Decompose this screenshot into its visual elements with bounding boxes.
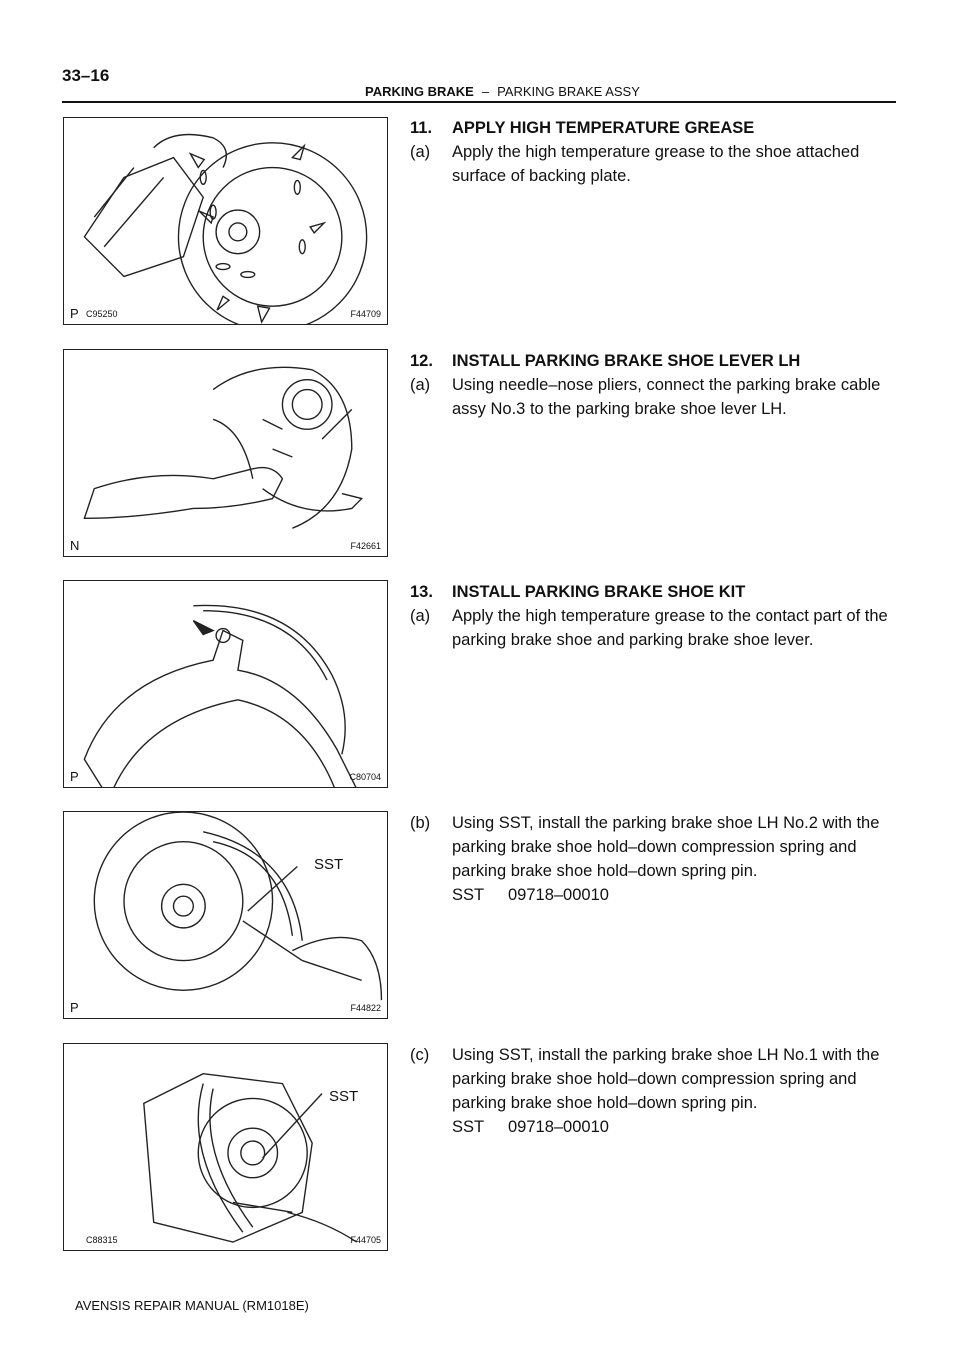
step-paragraph: (a) Apply the high temperature grease to the shoe attached surface of backing plate.	[410, 143, 860, 185]
step-12	[410, 349, 896, 421]
backing-plate-illustration	[64, 118, 387, 324]
step-paragraph: (a) Using needle–nose pliers, connect the parking brake cable assy No.3 to the parking brake shoe lever LH.	[410, 376, 881, 418]
header-subsection: PARKING BRAKE ASSY	[497, 84, 640, 99]
figure-callout-sst: SST	[329, 1088, 359, 1105]
figure-code: F44822	[350, 1003, 381, 1013]
install-shoe-no2-illustration	[64, 812, 387, 1018]
figure-code: C80704	[349, 772, 381, 782]
figure-install-shoe-no1	[63, 1043, 388, 1251]
figure-letter: P	[70, 769, 79, 784]
step-heading: 11. APPLY HIGH TEMPERATURE GREASE	[410, 119, 755, 137]
sst-reference: SST 09718–00010	[452, 1118, 609, 1136]
header-title	[365, 84, 640, 99]
step-paragraph: (c) Using SST, install the parking brake shoe LH No.1 with the parking brake shoe hold–down compression spring and parking brake shoe hold–down spring pin. SST 09718–00010	[410, 1043, 896, 1139]
step-13	[410, 580, 896, 652]
figure-letter: N	[70, 538, 80, 553]
step-heading: 12. INSTALL PARKING BRAKE SHOE LEVER LH	[410, 352, 801, 370]
figure-shoe-grease-point	[63, 580, 388, 788]
figure-code-secondary: C88315	[86, 1235, 118, 1245]
figure-code: F44705	[350, 1235, 381, 1245]
sst-reference: SST 09718–00010	[452, 886, 609, 904]
step-13-b	[410, 811, 896, 907]
figure-grease-backing-plate	[63, 117, 388, 325]
step-13-c	[410, 1043, 896, 1139]
figure-shoe-lever	[63, 349, 388, 557]
header-separator: –	[481, 84, 490, 99]
shoe-lever-illustration	[64, 350, 387, 556]
header-section: PARKING BRAKE	[365, 84, 474, 99]
figure-letter: P	[70, 306, 79, 321]
figure-code-secondary: C95250	[86, 309, 118, 319]
step-paragraph: (a) Apply the high temperature grease to the contact part of the parking brake shoe and parking brake shoe lever.	[410, 607, 888, 649]
page-number: 33–16	[62, 66, 110, 85]
figure-code: F44709	[350, 309, 381, 319]
header-rule	[62, 101, 896, 103]
figure-callout-sst: SST	[314, 856, 344, 873]
shoe-contact-illustration	[64, 581, 387, 787]
figure-letter: P	[70, 1000, 79, 1015]
step-heading: 13. INSTALL PARKING BRAKE SHOE KIT	[410, 583, 746, 601]
footer: AVENSIS REPAIR MANUAL (RM1018E)	[75, 1298, 309, 1313]
step-11	[410, 116, 896, 188]
step-paragraph: (b) Using SST, install the parking brake shoe LH No.2 with the parking brake shoe hold–down compression spring and parking brake shoe hold–down spring pin. SST 09718–00010	[410, 811, 896, 907]
figure-code: F42661	[350, 541, 381, 551]
install-shoe-no1-illustration	[64, 1044, 387, 1250]
figure-install-shoe-no2	[63, 811, 388, 1019]
